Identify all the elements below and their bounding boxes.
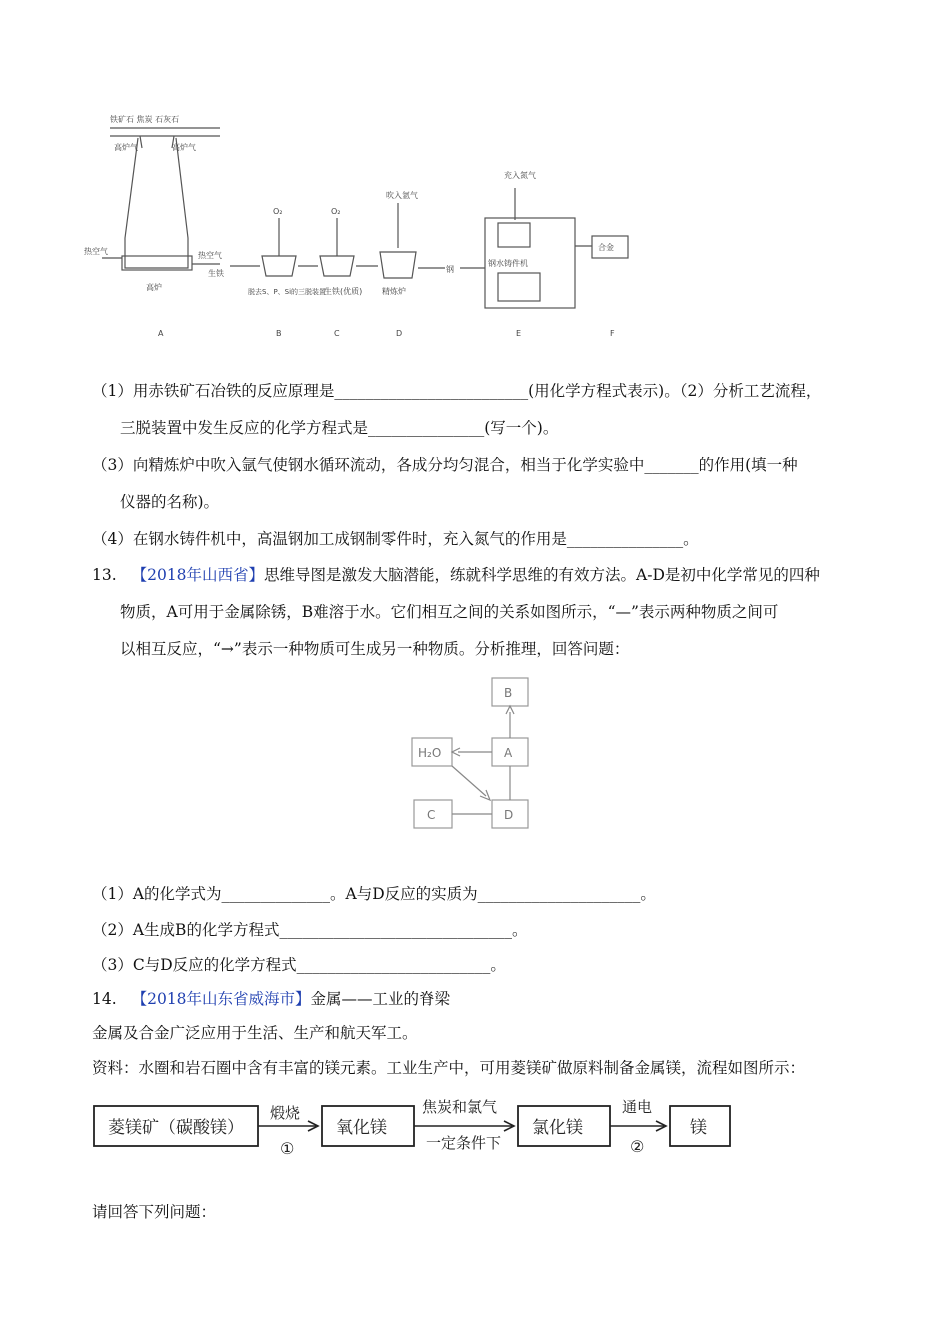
fig1-gas1: 高炉气 <box>114 143 138 152</box>
q12-line-1: （1）用赤铁矿石冶铁的反应原理是_________________________(用化学方程式表示)。（2）分析工艺流程， <box>92 382 822 400</box>
flow-arrow1-bottom: ① <box>280 1139 295 1158</box>
q13-sub-1: （1）A的化学式为______________。A与D反应的实质为_____________________。 <box>92 885 656 903</box>
flow-arrow2-bottom: 一定条件下 <box>426 1134 502 1152</box>
node-a: A <box>504 746 513 760</box>
q14-end: 请回答下列问题： <box>92 1203 217 1221</box>
flow-arrow3-top: 通电 <box>622 1098 653 1116</box>
fig1-letter-e: E <box>516 329 522 338</box>
flow-arrow2-top: 焦炭和氯气 <box>422 1098 498 1116</box>
magnesium-flow-diagram <box>90 1088 750 1168</box>
fig1-o2-b: O₂ <box>273 207 283 216</box>
q14-title: 金属——工业的脊梁 <box>310 990 451 1008</box>
q13-source: 【2018年山西省】 <box>131 566 265 584</box>
q12-line-3: （3）向精炼炉中吹入氩气使钢水循环流动，各成分均匀混合，相当于化学实验中_______的作用(填一种 <box>92 456 798 474</box>
q14-number: 14. <box>92 990 117 1008</box>
flow-arrow1-top: 煅烧 <box>270 1104 301 1122</box>
fig1-letter-a: A <box>158 329 164 338</box>
fig1-letter-d: D <box>396 329 403 338</box>
fig1-pig-iron: 生铁 <box>208 269 224 278</box>
node-c: C <box>427 808 436 822</box>
q13-header <box>92 563 820 585</box>
flow-box4: 镁 <box>690 1118 707 1138</box>
node-h2o: H₂O <box>418 746 442 760</box>
q13-relation-diagram <box>400 668 560 858</box>
q13-sub-3: （3）C与D反应的化学方程式_________________________。 <box>92 956 506 974</box>
fig1-hot-air: 热空气 <box>84 247 108 256</box>
q12-line-4: 仪器的名称)。 <box>120 493 220 511</box>
node-d: D <box>504 808 514 822</box>
fig1-gas2: 高炉气 <box>172 143 196 152</box>
fig1-furnace: 高炉 <box>146 283 162 292</box>
fig1-letter-c: C <box>334 329 340 338</box>
fig1-b-label: 脱去S、P、Si的三脱装置 <box>248 288 327 296</box>
fig1-d-label: 精炼炉 <box>382 287 406 296</box>
fig1-top-label: 铁矿石 焦炭 石灰石 <box>110 115 180 124</box>
fig1-letter-f: F <box>610 329 615 338</box>
fig1-o2-c: O₂ <box>331 207 341 216</box>
q13-line-1: 思维导图是激发大脑潜能，练就科学思维的有效方法。A-D是初中化学常见的四种 <box>264 566 820 584</box>
fig1-c-label: 生铁(优质) <box>324 287 363 296</box>
q13-number: 13. <box>92 566 117 584</box>
fig1-letter-b: B <box>276 329 282 338</box>
q14-line-1: 金属及合金广泛应用于生活、生产和航天军工。 <box>92 1024 418 1042</box>
fig1-hot-air2: 热空气 <box>198 251 222 260</box>
node-b: B <box>504 686 513 700</box>
fig1-argon-d: 吹入氩气 <box>386 191 418 200</box>
q14-line-2: 资料：水圈和岩石圈中含有丰富的镁元素。工业生产中，可用菱镁矿做原料制备金属镁，流程如图所示： <box>92 1059 806 1077</box>
fig1-e-label: 钢水铸件机 <box>488 259 528 268</box>
flow-box2: 氧化镁 <box>336 1118 387 1138</box>
ironmaking-flow-diagram <box>80 108 660 348</box>
flow-arrow3-bottom: ② <box>630 1137 645 1156</box>
q12-line-2: 三脱装置中发生反应的化学方程式是_______________(写一个)。 <box>120 419 559 437</box>
q12-line-5: （4）在钢水铸件机中，高温钢加工成钢制零件时，充入氮气的作用是_______________。 <box>92 530 699 548</box>
q13-sub-2: （2）A生成B的化学方程式______________________________。 <box>92 921 528 939</box>
fig1-argon-e: 充入氮气 <box>504 171 536 180</box>
fig1-f-label: 合金 <box>598 243 614 252</box>
q14-header <box>92 987 450 1009</box>
q13-line-2: 物质，A可用于金属除锈，B难溶于水。它们相互之间的关系如图所示，“—”表示两种物质之间可 <box>120 603 779 621</box>
q14-source: 【2018年山东省威海市】 <box>131 990 311 1008</box>
fig1-steel: 钢 <box>446 265 454 274</box>
flow-box1: 菱镁矿（碳酸镁） <box>108 1118 244 1138</box>
q13-line-3: 以相互反应，“→”表示一种物质可生成另一种物质。分析推理，回答问题： <box>120 640 630 658</box>
flow-box3: 氯化镁 <box>532 1118 583 1138</box>
